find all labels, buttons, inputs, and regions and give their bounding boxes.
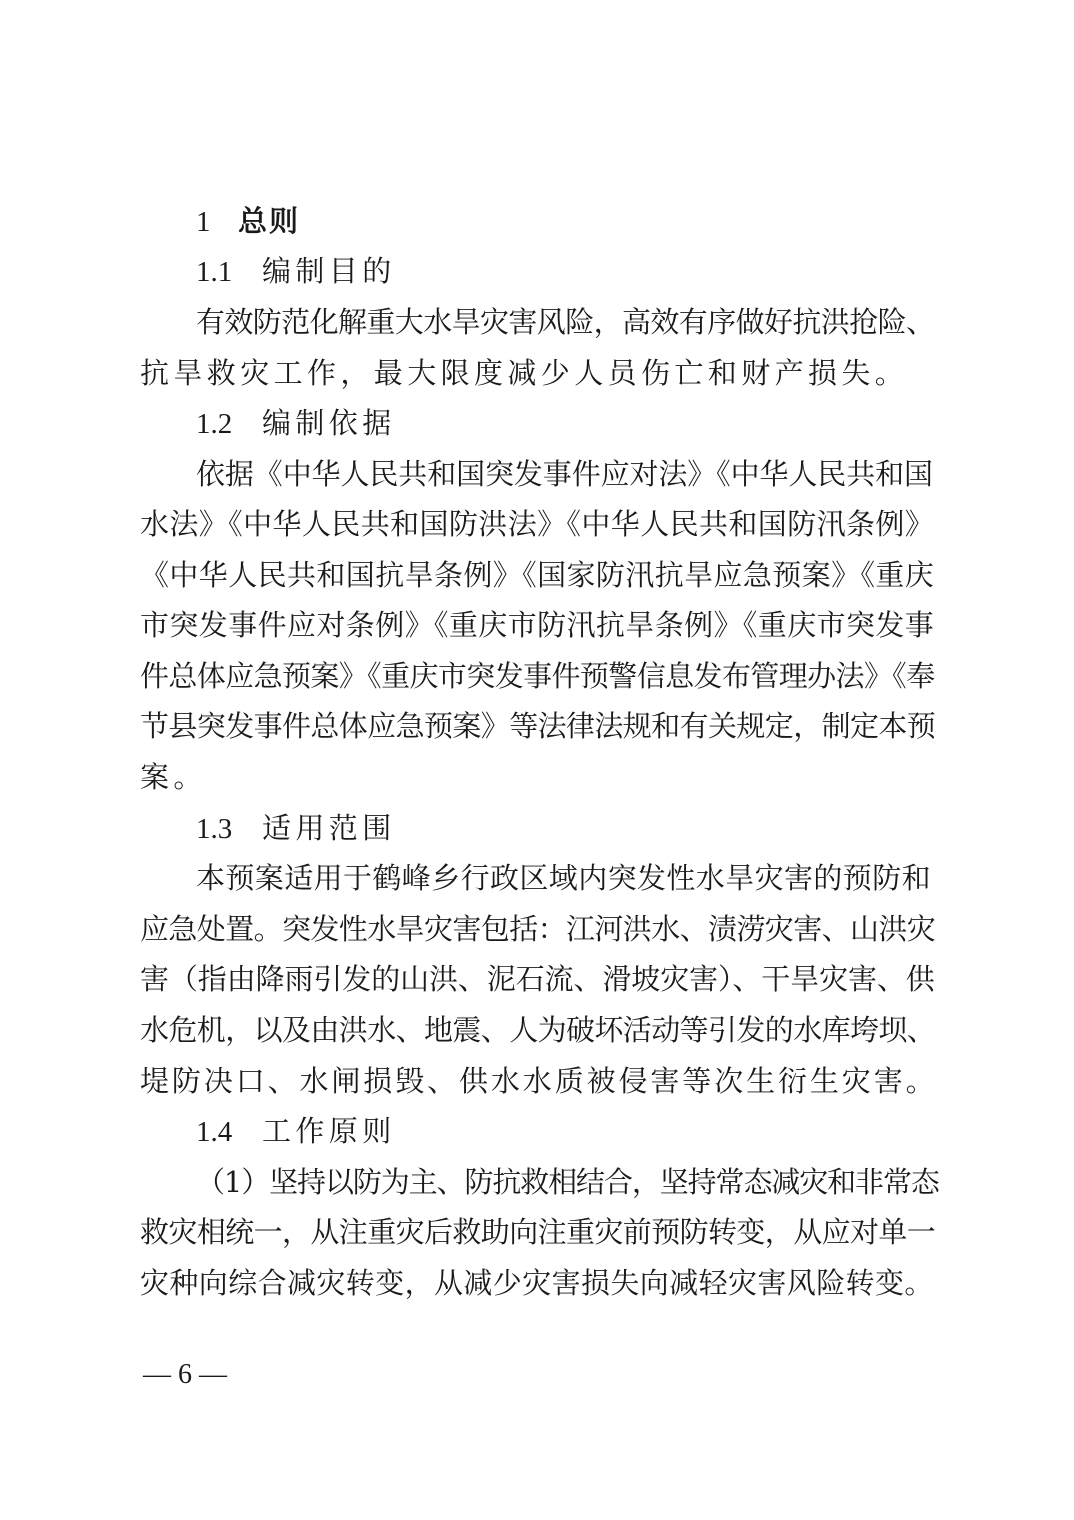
paragraph-line: 水法》《中华人民共和国防洪法》《中华人民共和国防汛条例》	[140, 507, 935, 541]
section-title: 编制依据	[262, 406, 396, 440]
paragraph-line: 堤防决口、水闸损毁、供水水质被侵害等次生衍生灾害。	[140, 1064, 938, 1098]
paragraph-line: 依据《中华人民共和国突发事件应对法》《中华人民共和国	[196, 457, 933, 491]
paragraph-line: 灾种向综合减灾转变，从减少灾害损失向减轻灾害风险转变。	[140, 1266, 934, 1300]
section-number: 1.4	[196, 1116, 233, 1148]
paragraph-line: 节县突发事件总体应急预案》等法律法规和有关规定，制定本预	[140, 709, 936, 743]
paragraph-line: 水危机，以及由洪水、地震、人为破坏活动等引发的水库垮坝、	[140, 1013, 936, 1047]
section-number: 1.1	[196, 256, 233, 288]
paragraph-line: （1）坚持以防为主、防抗救相结合，坚持常态减灾和非常态	[196, 1165, 939, 1199]
section-1-2-heading	[196, 403, 996, 443]
paragraph-line: 应急处置。突发性水旱灾害包括：江河洪水、渍涝灾害、山洪灾	[140, 912, 936, 946]
section-1-4-heading	[196, 1111, 996, 1151]
paragraph-line: 抗旱救灾工作，最大限度减少人员伤亡和财产损失。	[140, 356, 909, 390]
section-title: 工作原则	[262, 1114, 396, 1148]
section-1-1-heading	[196, 251, 996, 291]
paragraph-line: 害（指由降雨引发的山洪、泥石流、滑坡灾害）、干旱灾害、供	[140, 962, 935, 996]
paragraph-line: 有效防范化解重大水旱灾害风险，高效有序做好抗洪抢险、	[196, 305, 935, 339]
section-title: 编制目的	[262, 254, 396, 288]
section-number: 1	[196, 206, 211, 238]
paragraph-line: 救灾相统一，从注重灾后救助向注重灾前预防转变，从应对单一	[140, 1215, 936, 1249]
section-number: 1.3	[196, 813, 233, 845]
paragraph-line: 《中华人民共和国抗旱条例》《国家防汛抗旱应急预案》《重庆	[140, 558, 935, 592]
section-title: 适用范围	[262, 811, 396, 845]
paragraph-line: 件总体应急预案》《重庆市突发事件预警信息发布管理办法》《奉	[140, 659, 935, 693]
page-number: — 6 —	[143, 1359, 227, 1390]
section-number: 1.2	[196, 408, 233, 440]
paragraph-line: 案。	[140, 760, 207, 794]
section-1-heading	[196, 201, 996, 241]
section-1-3-heading	[196, 808, 996, 848]
section-title: 总则	[238, 204, 301, 238]
paragraph-line: 本预案适用于鹤峰乡行政区域内突发性水旱灾害的预防和	[196, 861, 932, 895]
paragraph-line: 市突发事件应对条例》《重庆市防汛抗旱条例》《重庆市突发事	[140, 608, 935, 642]
